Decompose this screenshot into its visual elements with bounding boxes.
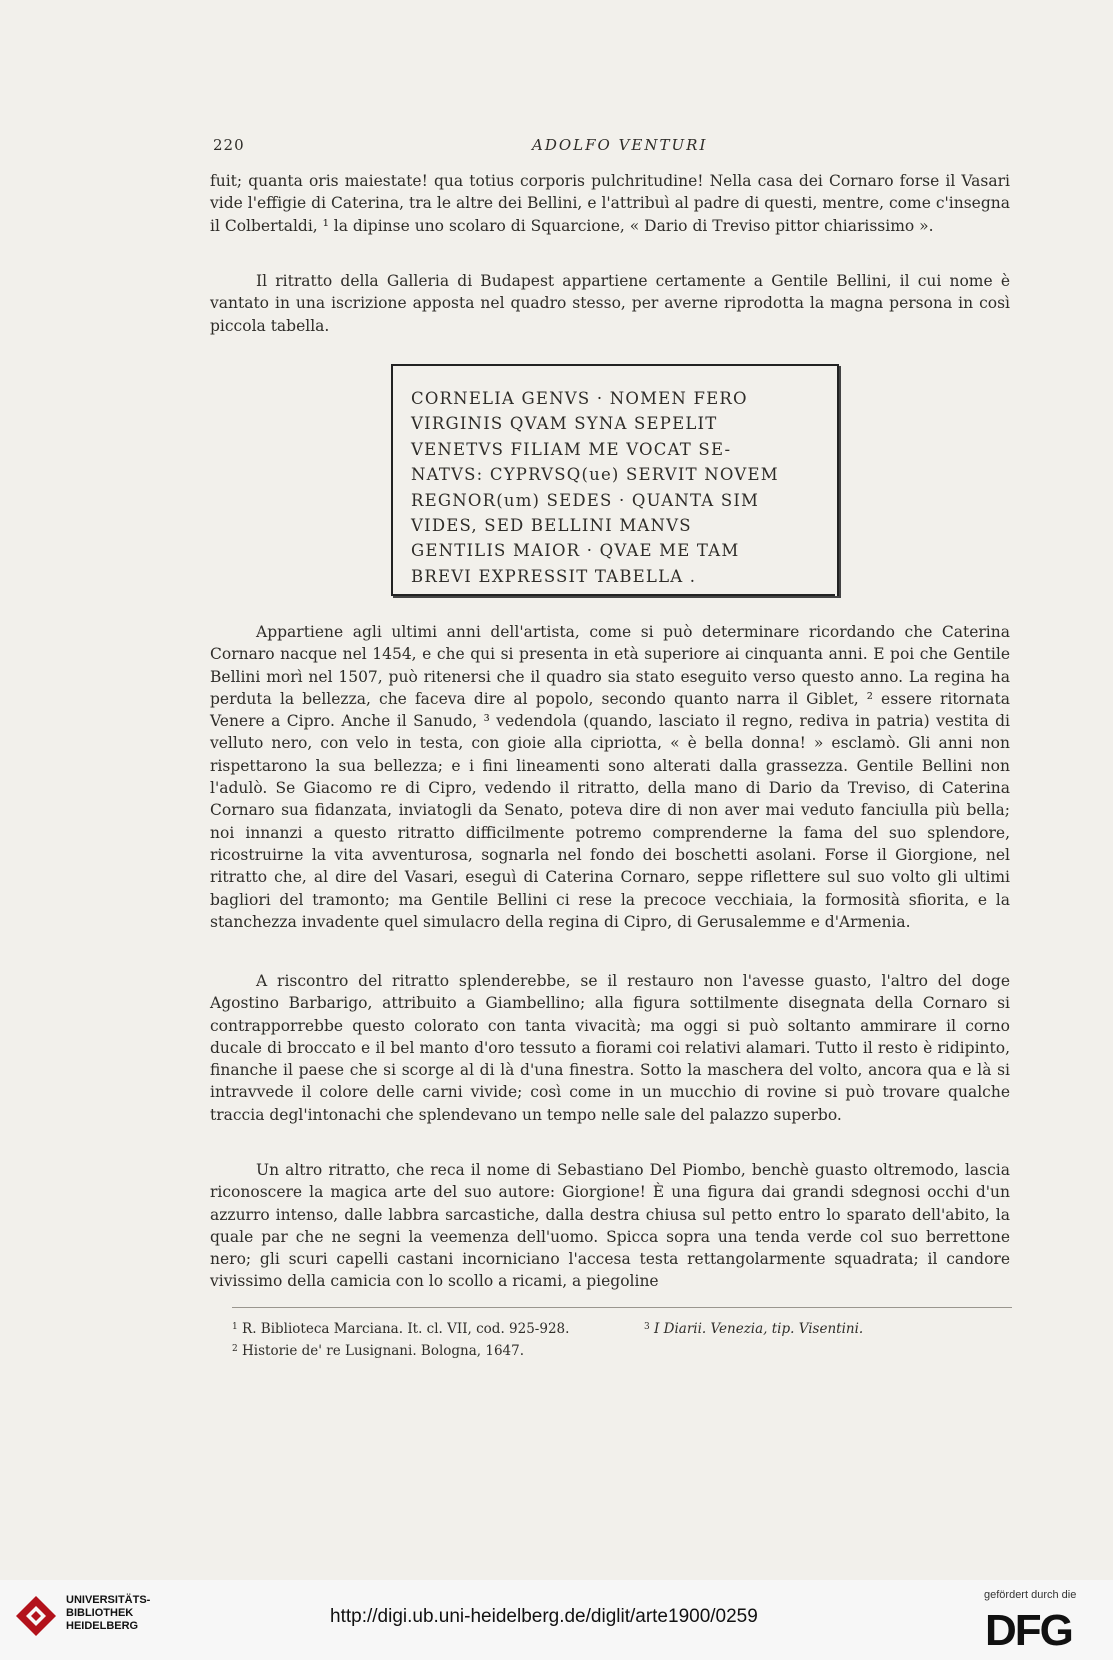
footnote-marker: 1	[232, 1322, 238, 1332]
funding-text: gefördert durch die	[984, 1589, 1077, 1601]
inscription-line: REGNOR(um) SEDES · QUANTA SIM	[411, 490, 760, 510]
footnote-marker: 2	[232, 1344, 238, 1354]
paragraph-5: Un altro ritratto, che reca il nome di Sebastiano Del Piombo, benchè guasto oltremodo, lascia riconoscere la magica arte del suo autore: Giorgione! È una figura dai grandi sdegnosi occhi d'un azzurro intenso, dalle labbra sarcastiche, dalla destra chiusa sul petto entro lo sparato dell'abito, la quale par che ne segni la veemenza dell'uomo. Spicca sopra una tenda verde col suo berrettone nero; gli scuri capelli castani incorniciano l'accesa testa rettangolarmente squadrata; il candore vivissimo della camicia con lo scollo a ricami, a piegoline	[210, 1161, 1010, 1291]
page-number: 220	[213, 136, 245, 154]
running-title: ADOLFO VENTURI	[532, 136, 708, 154]
inscription-line: NATVS: CYPRVSQ(ue) SERVIT NOVEM	[411, 465, 779, 485]
inscription-line: BREVI EXPRESSIT TABELLA .	[411, 566, 697, 586]
footnote-3	[644, 1318, 863, 1340]
footnote-1	[232, 1318, 569, 1340]
dfg-logo[interactable]: DFG	[985, 1606, 1072, 1655]
inscription-bottom-rule	[391, 594, 835, 596]
paragraph-2: Il ritratto della Galleria di Budapest appartiene certamente a Gentile Bellini, il cui nome è vantato in una iscrizione apposta nel quadro stesso, per averne riprodotta la magna persona in così piccola tabella.	[210, 272, 1010, 335]
inscription-line: VENETVS FILIAM ME VOCAT SE-	[411, 439, 732, 459]
footnote-text: R. Biblioteca Marciana. It. cl. VII, cod. 925-928.	[242, 1321, 570, 1337]
inscription-text	[411, 386, 827, 589]
inscription-line: CORNELIA GENVS · NOMEN FERO	[411, 389, 748, 408]
footnote-2	[232, 1340, 524, 1362]
footnote-rule	[232, 1307, 1012, 1308]
digital-library-url[interactable]: http://digi.ub.uni-heidelberg.de/diglit/arte1900/0259	[330, 1606, 758, 1627]
paragraph-4: A riscontro del ritratto splenderebbe, se il restauro non l'avesse guasto, l'altro del doge Agostino Barbarigo, attribuito a Giambellino; alla figura sottilmente disegnata della Cornaro si contrapporrebbe questo colorato con tanta vivacità; ma oggi si può soltanto ammirare il corno ducale di broccato e il bel manto d'oro tessuto a fiorami coi relativi alamari. Tutto il resto è ridipinto, finanche il paese che si scorge al di là d'una finestra. Sotto la maschera del volto, ancora qua e là si intravvede il colore delle carni vivide; così come in un mucchio di rovine si può trovare qualche traccia degl'intonachi che splendevano un tempo nelle sale del palazzo superbo.	[210, 972, 1010, 1124]
university-library-logo-icon[interactable]	[12, 1592, 60, 1640]
footnote-text: I Diarii. Venezia, tip. Visentini.	[654, 1321, 864, 1337]
page-header	[210, 136, 1010, 158]
inscription-box	[391, 364, 839, 596]
footnote-marker: 3	[644, 1322, 650, 1332]
inscription-line: GENTILIS MAIOR · QVAE ME TAM	[411, 541, 740, 561]
inscription-line: VIRGINIS QVAM SYNA SEPELIT	[411, 414, 718, 434]
university-library-name: UNIVERSITÄTS- BIBLIOTHEK HEIDELBERG	[66, 1594, 151, 1632]
inscription-line: VIDES, SED BELLINI MANVS	[411, 516, 692, 536]
paragraph-1: fuit; quanta oris maiestate! qua totius corporis pulchritudine! Nella casa dei Cornaro forse il Vasari vide l'effigie di Caterina, tra le altre dei Bellini, e l'attribuì al padre di questi, mentre, come c'insegna il Colbertaldi, ¹ la dipinse uno scolaro di Squarcione, « Dario di Treviso pittor chiarissimo ».	[210, 172, 1010, 235]
footnote-text: Historie de' re Lusignani. Bologna, 1647.	[242, 1343, 525, 1359]
paragraph-3: Appartiene agli ultimi anni dell'artista, come si può determinare ricordando che Caterina Cornaro nacque nel 1454, e che qui si presenta in età superiore ai cinquanta anni. E poi che Gentile Bellini morì nel 1507, può ritenersi che il quadro sia stato eseguito verso questo anno. La regina ha perduta la bellezza, che faceva dire al popolo, secondo quanto narra il Giblet, ² essere ritornata Venere a Cipro. Anche il Sanudo, ³ vedendola (quando, lasciato il regno, rediva in patria) vestita di velluto nero, con velo in testa, con gioie alla cipriotta, « è bella donna! » esclamò. Gli anni non rispettarono la sua bellezza; e i fini lineamenti sono alterati dalla grassezza. Gentile Bellini non l'adulò. Se Giacomo re di Cipro, vedendo il ritratto, della mano di Dario da Treviso, di Caterina Cornaro sua fidanzata, inviatogli da Senato, poteva dire di non aver mai veduto fanciulla più bella; noi innanzi a questo ritratto difficilmente potremo comprenderne la fama del suo splendore, ricostruirne la vita avventurosa, sognarla nel fondo dei boschetti asolani. Forse il Giorgione, nel ritratto che, al dire del Vasari, eseguì di Caterina Cornaro, seppe riflettere sul suo volto gli ultimi bagliori del tramonto; ma Gentile Bellini ci rese la precoce vecchiaia, la formosità sfiorita, e la stanchezza invadente quel simulacro della regina di Cipro, di Gerusalemme e d'Armenia.	[210, 623, 1010, 931]
